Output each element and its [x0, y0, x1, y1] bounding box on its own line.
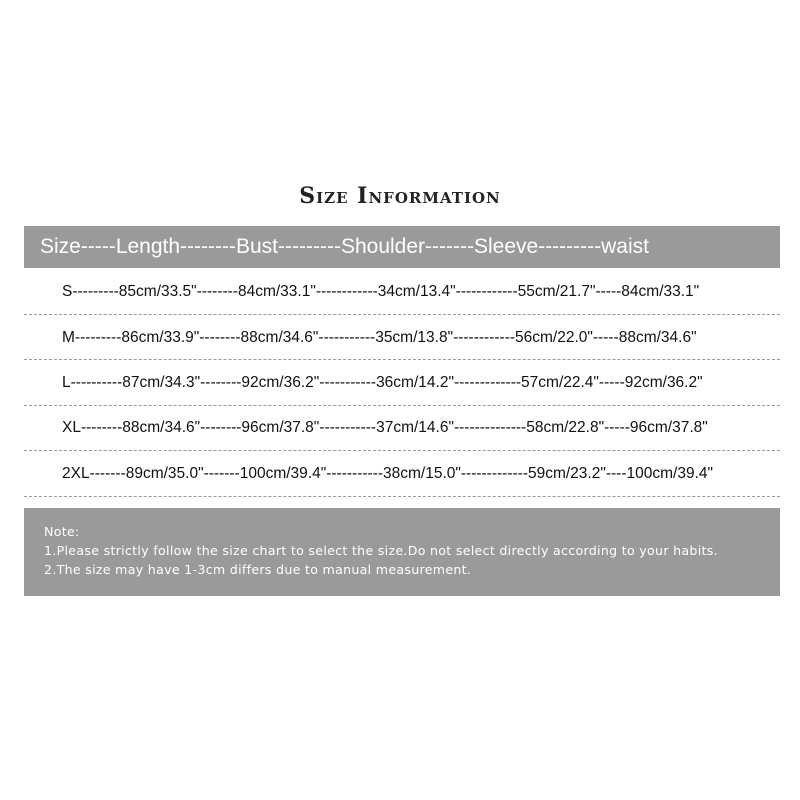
page-title: Size Information	[299, 183, 501, 209]
size-table-header: Size-----Length--------Bust---------Shoulder-------Sleeve---------waist	[24, 226, 780, 268]
size-row-2xl: 2XL-------89cm/35.0"-------100cm/39.4"-----------38cm/15.0"-------------59cm/23.2"----100cm/39.4"	[62, 465, 713, 482]
note-line-1: 1.Please strictly follow the size chart to select the size.Do not select directly according to your habits.	[44, 543, 718, 558]
row-divider	[24, 496, 780, 497]
size-row-m: M---------86cm/33.9"--------88cm/34.6"-----------35cm/13.8"------------56cm/22.0"-----88cm/34.6"	[62, 329, 697, 346]
size-row-xl: XL--------88cm/34.6"--------96cm/37.8"-----------37cm/14.6"--------------58cm/22.8"-----96cm/37.8"	[62, 419, 708, 436]
row-divider	[24, 450, 780, 451]
size-row-s: S---------85cm/33.5"--------84cm/33.1"------------34cm/13.4"------------55cm/21.7"-----84cm/33.1"	[62, 283, 700, 300]
row-divider	[24, 314, 780, 315]
note-heading: Note:	[44, 524, 80, 539]
row-divider	[24, 359, 780, 360]
size-row-l: L----------87cm/34.3"--------92cm/36.2"-----------36cm/14.2"-------------57cm/22.4"-----92cm/36.2"	[62, 374, 703, 391]
note-line-2: 2.The size may have 1-3cm differs due to manual measurement.	[44, 562, 472, 577]
note-box	[24, 508, 780, 596]
